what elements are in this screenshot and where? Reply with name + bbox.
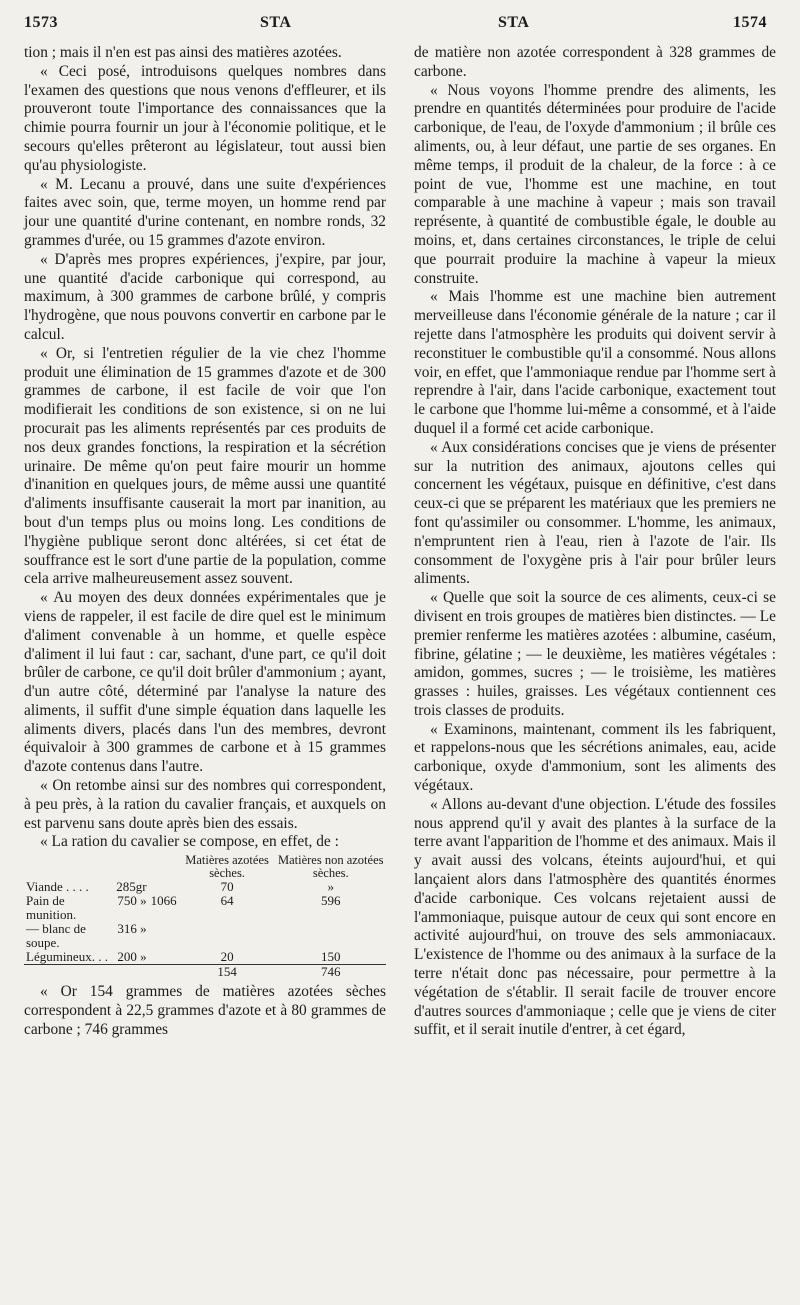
paragraph: tion ; mais il n'en est pas ainsi des matières azotées. [24, 44, 342, 61]
row-non-azotees: 150 [320, 949, 341, 965]
table-header-row [24, 854, 386, 880]
row-bracket: 1066 [150, 893, 177, 909]
row-bracket [149, 880, 179, 894]
right-column [414, 44, 776, 1040]
row-label: Légumineux. . . [26, 949, 108, 965]
left-running-head: STA [260, 14, 292, 31]
paragraph: « D'après mes propres expériences, j'expire, par jour, une quantité d'acide carbonique qui correspond, au maximum, à 300 grammes de carbone brûlé, y compris l'hydrogène, que nous pouvons convertir en carbone par le calcul. [24, 250, 386, 343]
right-running-head: STA [498, 14, 530, 31]
total-non-azotees: 746 [275, 965, 386, 980]
paragraph: « Ceci posé, introduisons quelques nombres dans l'examen des questions que nous venons d'effleurer, et ils prouveront toute l'importance des connaissances que la chimie pourra fournir un jour à l'économie politique, et le secours qu'elles prêteront au législateur, tout aussi bien qu'au physiologiste. [24, 62, 386, 174]
paragraph: « Au moyen des deux données expérimentales que je viens de rappeler, il est facile de dire quel est le minimum d'aliment convenable à un homme, et quelle espèce d'aliment il lui faut : car, sachant, d'une part, ce qu'il doit brûler de carbone, ce qu'il doit brûler d'ammonium ; ayant, d'un autre côté, déterminé par l'analyse la nature des aliments, il suffit d'une simple équation dans laquelle les aliments divers, placés dans l'un des membres, devront équivaloir à 300 grammes de carbone et à 15 grammes d'azote contenus dans l'autre. [24, 589, 386, 776]
paragraph: « M. Lecanu a prouvé, dans une suite d'expériences faites avec soin, que, terme moyen, un homme rend par jour une quantité d'urine contenant, en nombre ronds, 32 grammes d'urée, ou 15 grammes d'azote environ. [24, 175, 386, 249]
row-bracket [149, 922, 179, 950]
paragraph: « Nous voyons l'homme prendre des aliments, les prendre en quantités déterminées pour produire de l'acide carbonique, de l'eau, de l'oxyde d'ammonium ; il brûle ces aliments, ou, à leur défaut, une partie de ses organes. En même temps, il produit de la chaleur, de la force : à ce point de vue, l'homme est une machine, en tout comparable à une machine à vapeur ; mais son travail représente, à quantité de combustible égale, le double au moins, et, dans certaines circonstances, le triple de celui que pourrait produire la machine à vapeur la mieux construite. [414, 81, 776, 287]
left-column [24, 44, 386, 1040]
table-row [24, 950, 386, 965]
paragraph: « On retombe ainsi sur des nombres qui correspondent, à peu près, à la ration du cavalier français, et auxquels on est parvenu sans doute après bien des essais. [24, 777, 386, 832]
row-quantity: 316 » [117, 921, 147, 937]
row-quantity: 200 » [117, 949, 147, 965]
paragraph: « Allons au-devant d'une objection. L'étude des fossiles nous apprend qu'il y avait des plantes à la surface de la terre avant l'apparition de l'homme et des animaux. Mais il y avait aussi des volcans, éteints aujourd'hui, et qui lançaient alors dans l'atmosphère des quantités énormes d'acide carbonique. Ces volcans rejetaient aussi de l'ammoniaque, puisque autour de ceux qui sont encore en activité aujourd'hui, on trouve des sels ammoniacaux. L'existence de l'homme ou des animaux à la surface de la terre n'était donc pas nécessaire, pour permettre à la végétation de s'établir. Il serait facile de trouver encore d'autres sources d'ammoniaque ; celle que je viens de citer suffit, et il serait inutile d'entrer, à cet égard, [414, 795, 776, 1039]
ration-table [24, 854, 386, 979]
row-label: — blanc de soupe. [26, 921, 86, 951]
paragraph: « Mais l'homme est une machine bien autrement merveilleuse dans l'économie générale de la nature ; car il rejette dans l'atmosphère les produits qui doivent servir à reconstituer le combustible qu'il a consommé. Nous allons voir, en effet, que l'ammoniaque rendue par l'homme sert à reprendre à l'air, dans l'acide carbonique, exactement tout le carbone que l'homme lui-même a consommé, et à l'aide duquel il a formé cet acide carbonique. [414, 288, 776, 437]
paragraph: « Or, si l'entretien régulier de la vie chez l'homme produit une élimination de 15 grammes d'azote et de 300 grammes de carbone, il est facile de voir que l'on modifierait les conditions de son existence, si on ne lui procurait pas les aliments représentés par ces produits de nos deux grandes fonctions, la respiration et la sécrétion urinaire. De même qu'on peut faire mourir un homme d'inanition en quelques jours, de même aussi une quantité d'aliments insuffisante causerait la mort par inanition, au bout d'un temps plus ou moins long. Les conditions de l'hygiène publique seront donc altérées, si cet état de souffrance est le sort d'une partie de la population, comme cela arrive malheureusement assez souvent. [24, 344, 386, 588]
row-azotees: 64 [220, 893, 234, 909]
table-row [24, 922, 386, 950]
table-row [24, 894, 386, 922]
total-azotees: 154 [179, 965, 276, 980]
row-azotees [179, 922, 276, 950]
paragraph: « Quelle que soit la source de ces aliments, ceux-ci se divisent en trois groupes de matières bien distinctes. — Le premier renferme les matières azotées : albumine, caséum, fibrine, gélatine ; — le deuxième, les matières végétales : amidon, gommes, sucres ; — le troisième, les matières grasses : huiles, graisses. Les végétaux contiennent ces trois classes de produits. [414, 589, 776, 719]
row-non-azotees: » [327, 879, 334, 895]
table-total-row [24, 965, 386, 980]
row-label: Pain de munition. [26, 893, 77, 923]
row-non-azotees [275, 922, 386, 950]
paragraph: « Aux considérations concises que je viens de présenter sur la nutrition des animaux, ajoutons celles qui concernent les végétaux, puisque en définitive, c'est dans ceux-ci que se préparent les matériaux que les premiers ne font qu'assimiler ou consommer. L'homme, les animaux, n'empruntent rien à l'eau, rien à l'azote de l'air. Ils consomment de l'oxygène pris à l'air pour brûler leurs aliments. [414, 438, 776, 588]
row-quantity: 750 » [117, 893, 147, 909]
row-azotees: 70 [220, 879, 234, 895]
left-page-number: 1573 [24, 14, 58, 31]
table-row [24, 880, 386, 894]
paragraph: « Examinons, maintenant, comment ils les fabriquent, et rappelons-nous que les sécrétions animales, eau, acide carbonique, oxyde d'ammonium, sont les aliments des végétaux. [414, 720, 776, 795]
row-bracket [149, 950, 179, 965]
column-header-non-azotees: Matières non azotées sèches. [277, 853, 384, 881]
row-label: Viande . . . . [26, 879, 89, 895]
row-non-azotees: 596 [320, 893, 341, 909]
right-page-number: 1574 [733, 14, 767, 31]
row-azotees: 20 [220, 949, 234, 965]
paragraph: « Or 154 grammes de matières azotées sèches correspondent à 22,5 grammes d'azote et à 80 grammes de carbone ; 746 grammes [24, 983, 386, 1038]
running-header [0, 14, 800, 38]
row-quantity: 285gr [116, 879, 147, 895]
paragraph: « La ration du cavalier se compose, en effet, de : [40, 833, 339, 851]
column-header-azotees: Matières azotées sèches. [185, 853, 269, 881]
paragraph: de matière non azotée correspondent à 328 grammes de carbone. [414, 44, 776, 80]
